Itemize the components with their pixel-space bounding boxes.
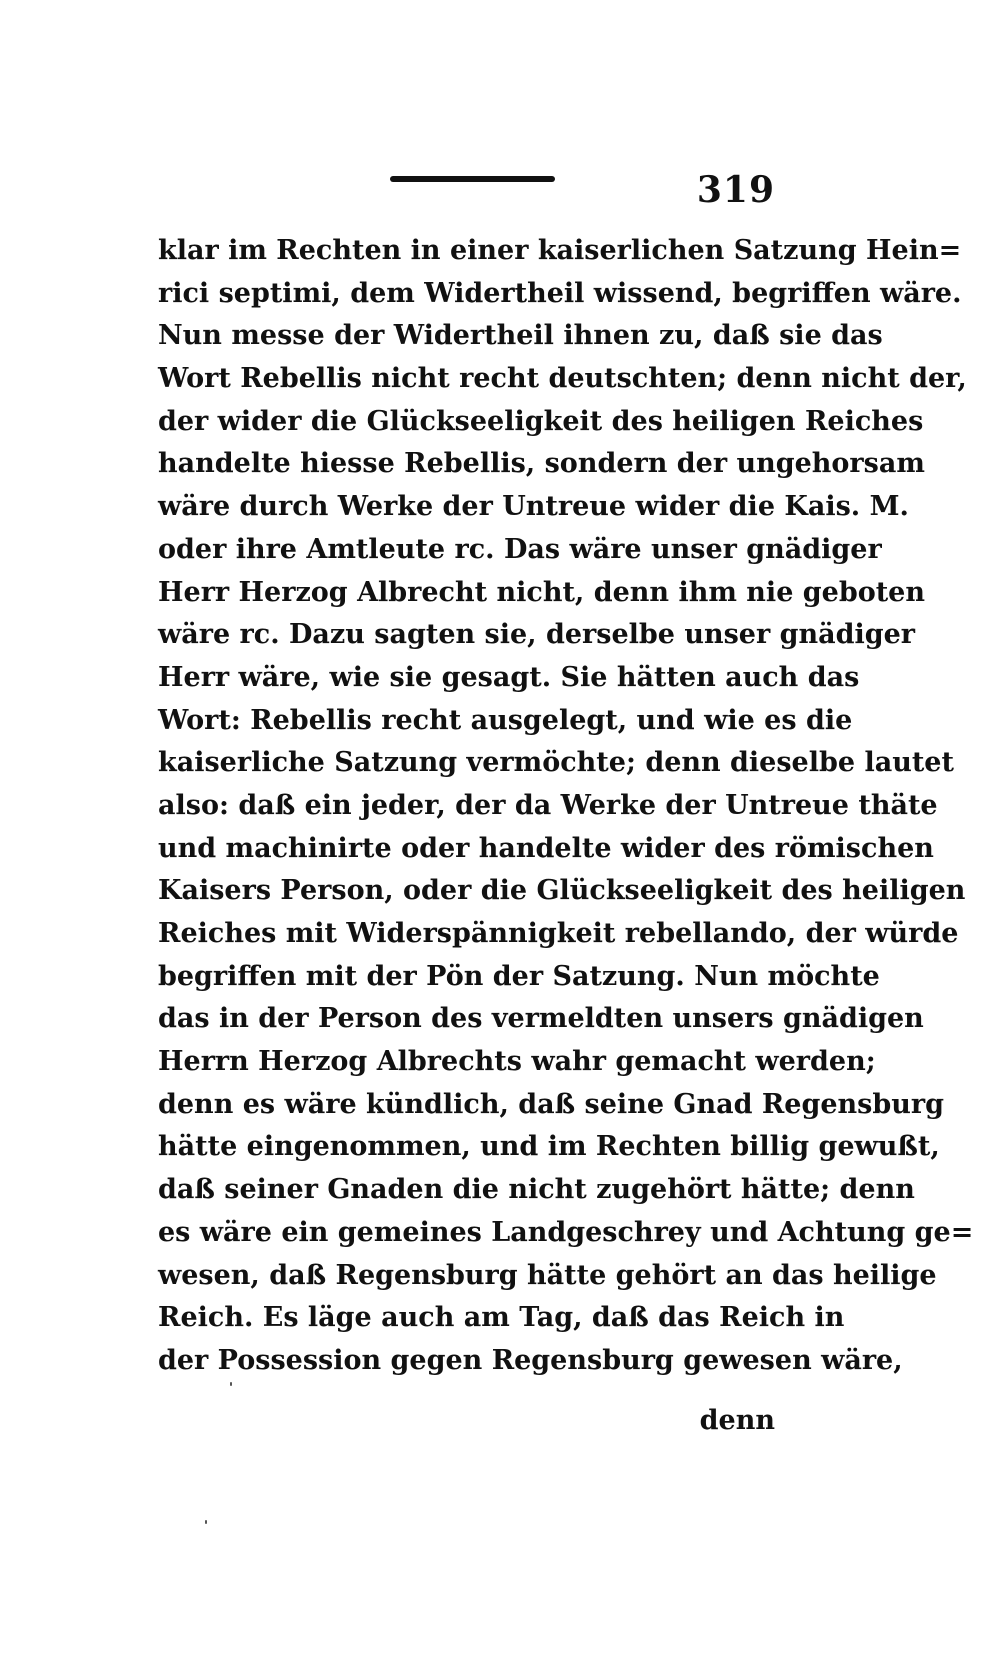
text-line: Kaisers Person, oder die Glückseeligkeit des heiligen bbox=[158, 875, 966, 907]
text-line: kaiserliche Satzung vermöchte; denn dieselbe lautet bbox=[158, 747, 954, 779]
text-line: wesen, daß Regensburg hätte gehört an das heilige bbox=[158, 1259, 937, 1291]
text-line: der Possession gegen Regensburg gewesen wäre, bbox=[158, 1344, 903, 1376]
catchword: denn bbox=[699, 1405, 775, 1436]
text-line: Nun messe der Widertheil ihnen zu, daß sie das bbox=[158, 320, 883, 352]
text-line: Wort Rebellis nicht recht deutschten; denn nicht der, bbox=[158, 363, 967, 395]
text-line: der wider die Glückseeligkeit des heiligen Reiches bbox=[158, 405, 924, 437]
text-line: das in der Person des vermeldten unsers gnädigen bbox=[158, 1003, 924, 1035]
text-line: Reich. Es läge auch am Tag, daß das Reich in bbox=[158, 1302, 845, 1334]
paper-speck bbox=[205, 1520, 207, 1524]
text-line: Herrn Herzog Albrechts wahr gemacht werden; bbox=[158, 1046, 876, 1078]
text-line: Reiches mit Widerspännigkeit rebellando, der würde bbox=[158, 918, 959, 949]
text-line: oder ihre Amtleute rc. Das wäre unser gnädiger bbox=[158, 533, 882, 565]
text-line: daß seiner Gnaden die nicht zugehört hätte; denn bbox=[158, 1174, 915, 1206]
body-text bbox=[158, 230, 974, 1383]
text-line: also: daß ein jeder, der da Werke der Untreue thäte bbox=[158, 789, 938, 821]
text-line: denn es wäre kündlich, daß seine Gnad Regensburg bbox=[158, 1088, 944, 1120]
text-line: rici septimi, dem Widertheil wissend, begriffen wäre. bbox=[158, 277, 962, 309]
paper-speck bbox=[230, 1382, 232, 1386]
text-line: wäre durch Werke der Untreue wider die Kais. M. bbox=[158, 491, 909, 523]
text-line: Herr Herzog Albrecht nicht, denn ihm nie geboten bbox=[158, 576, 925, 608]
text-line: Wort: Rebellis recht ausgelegt, und wie es die bbox=[158, 704, 853, 736]
text-line: Herr wäre, wie sie gesagt. Sie hätten auch das bbox=[158, 661, 860, 693]
text-line: wäre rc. Dazu sagten sie, derselbe unser gnädiger bbox=[158, 619, 916, 651]
text-line: hätte eingenommen, und im Rechten billig gewußt, bbox=[158, 1131, 940, 1163]
text-line: handelte hiesse Rebellis, sondern der ungehorsam bbox=[158, 448, 925, 480]
header-rule bbox=[390, 176, 555, 182]
text-line: und machinirte oder handelte wider des römischen bbox=[158, 832, 934, 864]
text-line: es wäre ein gemeines Landgeschrey und Achtung ge= bbox=[158, 1216, 974, 1248]
text-line: klar im Rechten in einer kaiserlichen Satzung Hein= bbox=[158, 235, 962, 266]
text-line: begriffen mit der Pön der Satzung. Nun möchte bbox=[158, 960, 880, 992]
page-number: 319 bbox=[696, 169, 775, 211]
